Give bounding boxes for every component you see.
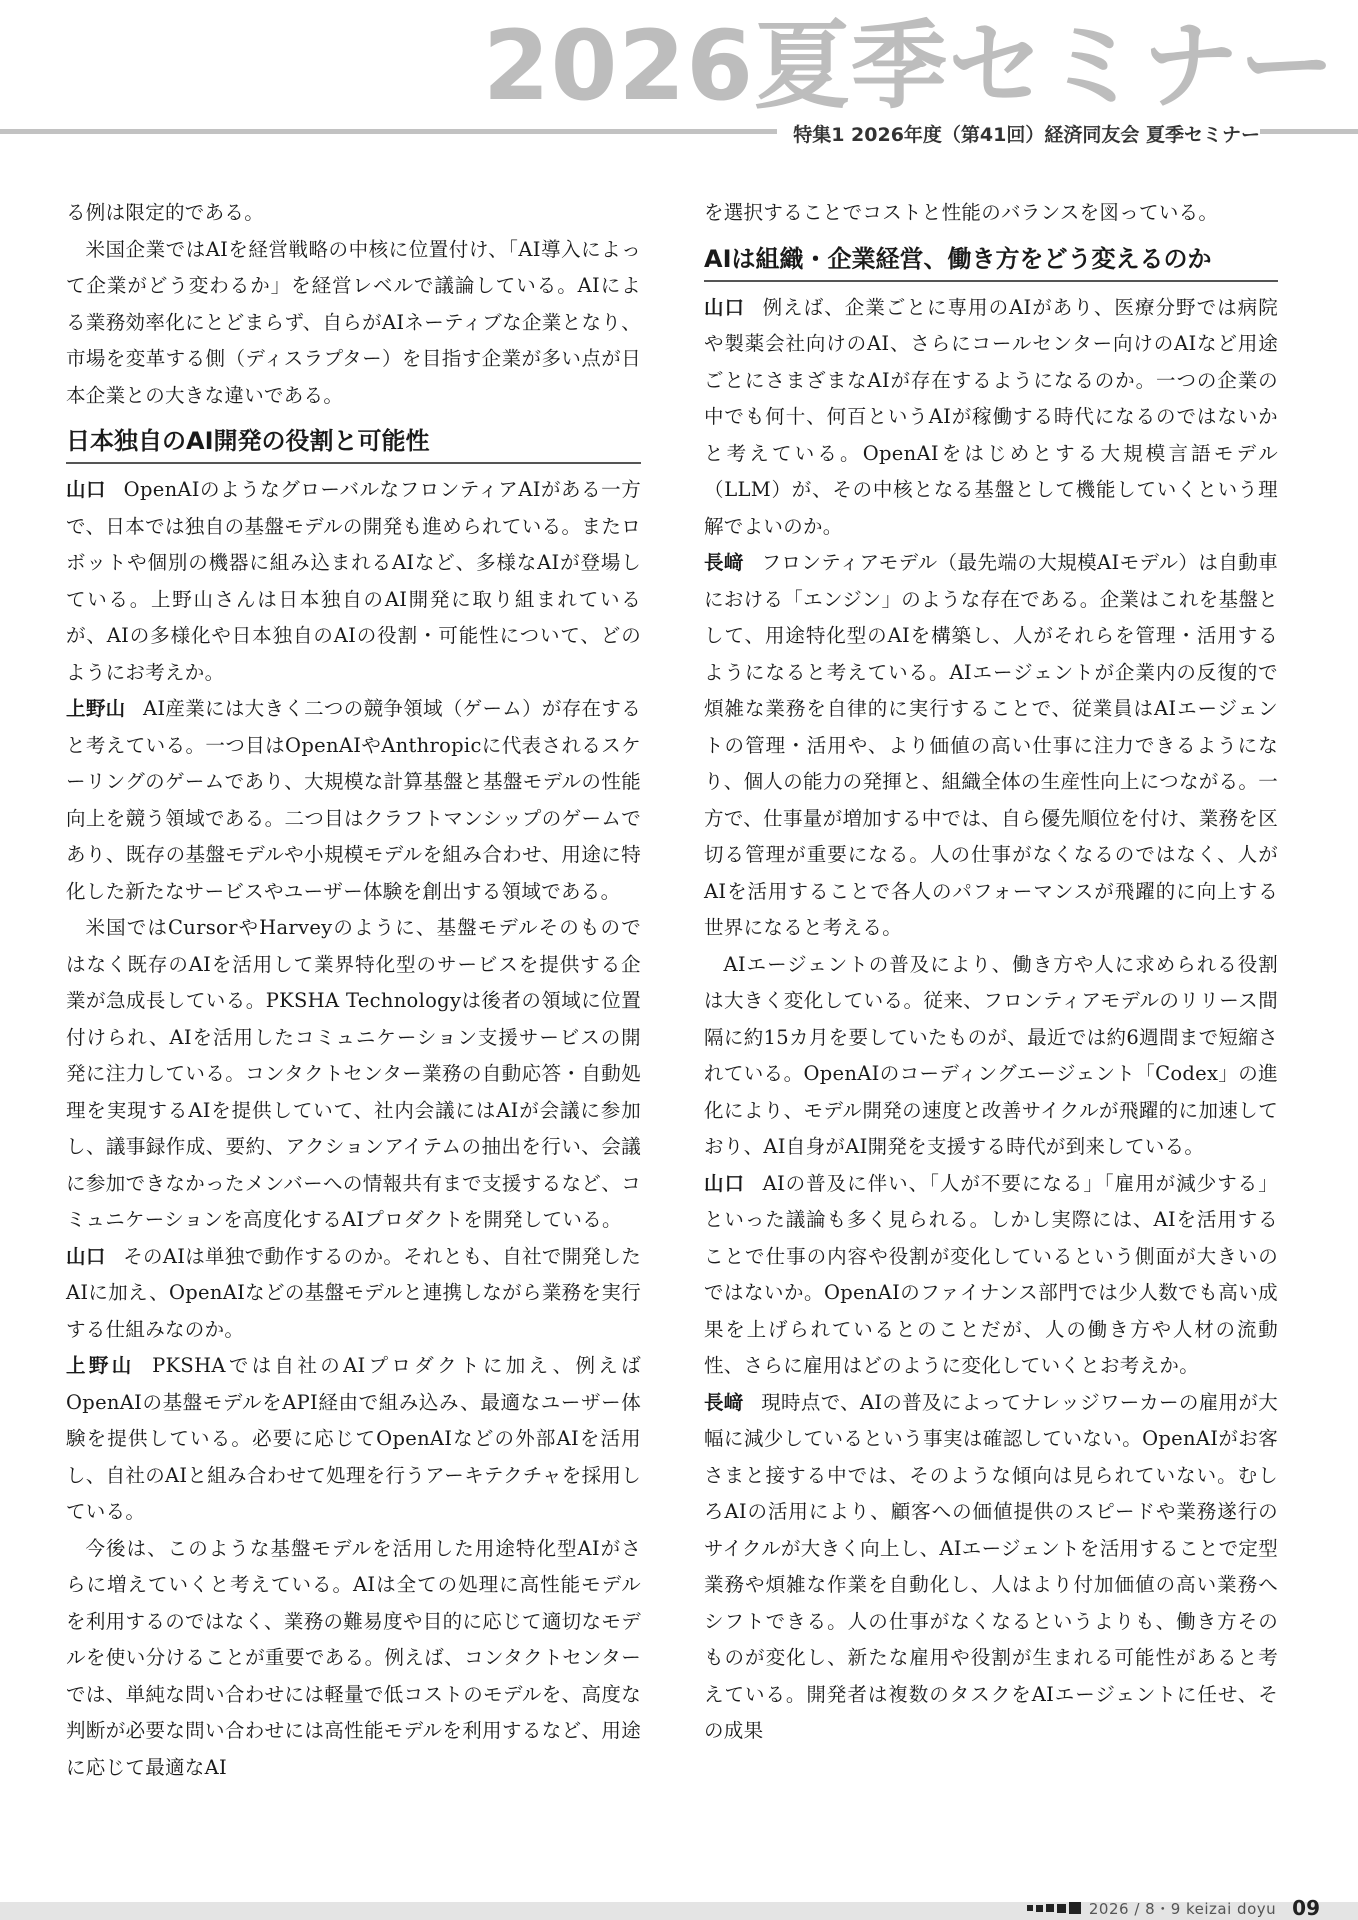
speaker-text: AI産業には大きく二つの競争領域（ゲーム）が存在すると考えている。一つ目はOpenAIやAnthropicに代表されるスケーリングのゲームであり、大規模な計算基盤と基盤モデルの性能向上を競う領域である。二つ目はクラフトマンシップのゲームであり、既存の基盤モデルや小規模モデルを組み合わせ、用途に特化した新たなサービスやユーザー体験を創出する領域である。 <box>66 697 641 903</box>
body-paragraph: 米国企業ではAIを経営戦略の中核に位置付け、「AI導入によって企業がどう変わるか」を経営レベルで議論している。AIによる業務効率化にとどまらず、自らがAIネーティブな企業となり、市場を変革する側（ディスラプター）を目指す企業が多い点が日本企業との大きな違いである。 <box>66 237 641 407</box>
body-paragraph: 今後は、このような基盤モデルを活用した用途特化型AIがさらに増えていくと考えている。AIは全ての処理に高性能モデルを利用するのではなく、業務の難易度や目的に応じて適切なモデルを使い分けることが重要である。例えば、コンタクトセンターでは、単純な問い合わせには軽量で低コストのモデルを、高度な判断が必要な問い合わせには高性能モデルを利用するなど、用途に応じて最適なAI <box>66 1536 641 1779</box>
speaker-text: 現時点で、AIの普及によってナレッジワーカーの雇用が大幅に減少しているという事実は確認していない。OpenAIがお客さまと接する中では、そのような傾向は見られていない。むしろAIの活用により、顧客への価値提供のスピードや業務遂行のサイクルが大きく向上し、AIエージェントを活用することで定型業務や煩雑な作業を自動化し、人はより付加価値の高い業務へシフトできる。人の仕事がなくなるというよりも、働き方そのものが変化し、新たな雇用や役割が生まれる可能性があると考えている。開発者は複数のタスクをAIエージェントに任せ、その成果 <box>704 1390 1278 1742</box>
page-footer <box>1027 1896 1320 1920</box>
right-column <box>704 195 1278 1750</box>
speaker-name: 上野山 <box>66 697 126 720</box>
speaker-name: 長﨑 <box>704 551 744 574</box>
body-paragraph: 米国ではCursorやHarveyのように、基盤モデルそのものではなく既存のAIを活用して業界特化型のサービスを提供する企業が急成長している。PKSHA Technologyは後者の領域に位置付けられ、AIを活用したコミュニケーション支援サービスの開発に注力している。コンタクトセンター業務の自動応答・自動処理を実現するAIを提供していて、社内会議にはAIが会議に参加し、議事録作成、要約、アクションアイテムの抽出を行い、会議に参加できなかったメンバーへの情報共有まで支援するなど、コミュニケーションを高度化するAIプロダクトを開発している。 <box>66 916 641 1231</box>
footer-issue: 2026 / 8・9 keizai doyu <box>1088 1899 1277 1918</box>
body-paragraph: AIエージェントの普及により、働き方や人に求められる役割は大きく変化している。従来、フロンティアモデルのリリース間隔に約15カ月を要していたものが、最近では約6週間まで短縮されている。OpenAIのコーディングエージェント「Codex」の進化により、モデル開発の速度と改善サイクルが飛躍的に加速しており、AI自身がAI開発を支援する時代が到来している。 <box>704 952 1278 1158</box>
left-column <box>66 195 641 1786</box>
speaker-paragraph <box>66 691 641 910</box>
speaker-name: 山口 <box>66 478 107 501</box>
section-heading: AIは組織・企業経営、働き方をどう変えるのか <box>704 242 1278 282</box>
speaker-name: 山口 <box>704 1171 746 1195</box>
speaker-paragraph <box>66 472 641 691</box>
speaker-paragraph <box>704 1385 1278 1750</box>
page-header-subtitle: 特集1 2026年度（第41回）経済同友会 夏季セミナー <box>777 123 1260 147</box>
speaker-paragraph <box>66 1348 641 1531</box>
speaker-paragraph <box>704 1166 1278 1385</box>
section-heading: 日本独自のAI開発の役割と可能性 <box>66 424 641 464</box>
speaker-text: OpenAIのようなグローバルなフロンティアAIがある一方で、日本では独自の基盤モデルの開発も進められている。またロボットや個別の機器に組み込まれるAIなど、多様なAIが登場している。上野山さんは日本独自のAI開発に取り組まれているが、AIの多様化や日本独自のAIの役割・可能性について、どのようにお考えか。 <box>66 478 641 684</box>
speaker-text: PKSHAでは自社のAIプロダクトに加え、例えばOpenAIの基盤モデルをAPI経由で組み込み、最適なユーザー体験を提供している。必要に応じてOpenAIなどの外部AIを活用し、自社のAIと組み合わせて処理を行うアーキテクチャを採用している。 <box>66 1354 642 1523</box>
page-number: 09 <box>1292 1896 1320 1920</box>
speaker-text: AIの普及に伴い、「人が不要になる」「雇用が減少する」といった議論も多く見られる。しかし実際には、AIを活用することで仕事の内容や役割が変化しているという側面が大きいのではないか。OpenAIのファイナンス部門では少人数でも高い成果を上げられているとのことだが、人の働き方や人材の流動性、さらに雇用はどのように変化していくとお考えか。 <box>704 1171 1278 1377</box>
speaker-paragraph <box>704 290 1278 546</box>
speaker-name: 上野山 <box>66 1354 135 1377</box>
page-header-title: 2026夏季セミナー <box>482 10 1336 122</box>
speaker-paragraph <box>66 1239 641 1349</box>
footer-squares-icon <box>1027 1902 1081 1914</box>
speaker-name: 長﨑 <box>704 1390 744 1414</box>
body-paragraph: る例は限定的である。 <box>66 201 265 224</box>
body-paragraph: を選択することでコストと性能のバランスを図っている。 <box>704 201 1219 224</box>
speaker-text: フロンティアモデル（最先端の大規模AIモデル）は自動車における「エンジン」のような存在である。企業はこれを基盤として、用途特化型のAIを構築し、人がそれらを管理・活用するようになると考えている。AIエージェントが企業内の反復的で煩雑な業務を自律的に実行することで、従業員はAIエージェントの管理・活用や、より価値の高い仕事に注力できるようになり、個人の能力の発揮と、組織全体の生産性向上につながる。一方で、仕事量が増加する中では、自ら優先順位を付け、業務を区切る管理が重要になる。人の仕事がなくなるのではなく、人がAIを活用することで各人のパフォーマンスが飛躍的に向上する世界になると考える。 <box>704 551 1278 939</box>
speaker-text: そのAIは単独で動作するのか。それとも、自社で開発したAIに加え、OpenAIなどの基盤モデルと連携しながら業務を実行する仕組みなのか。 <box>66 1244 641 1341</box>
speaker-name: 山口 <box>66 1244 106 1268</box>
speaker-paragraph <box>704 545 1278 947</box>
speaker-name: 山口 <box>704 295 746 319</box>
speaker-text: 例えば、企業ごとに専用のAIがあり、医療分野では病院や製薬会社向けのAI、さらにコールセンター向けのAIなど用途ごとにさまざまなAIが存在するようになるのか。一つの企業の中でも何十、何百というAIが稼働する時代になるのではないかと考えている。OpenAIをはじめとする大規模言語モデル（LLM）が、その中核となる基盤として機能していくという理解でよいのか。 <box>704 295 1278 538</box>
